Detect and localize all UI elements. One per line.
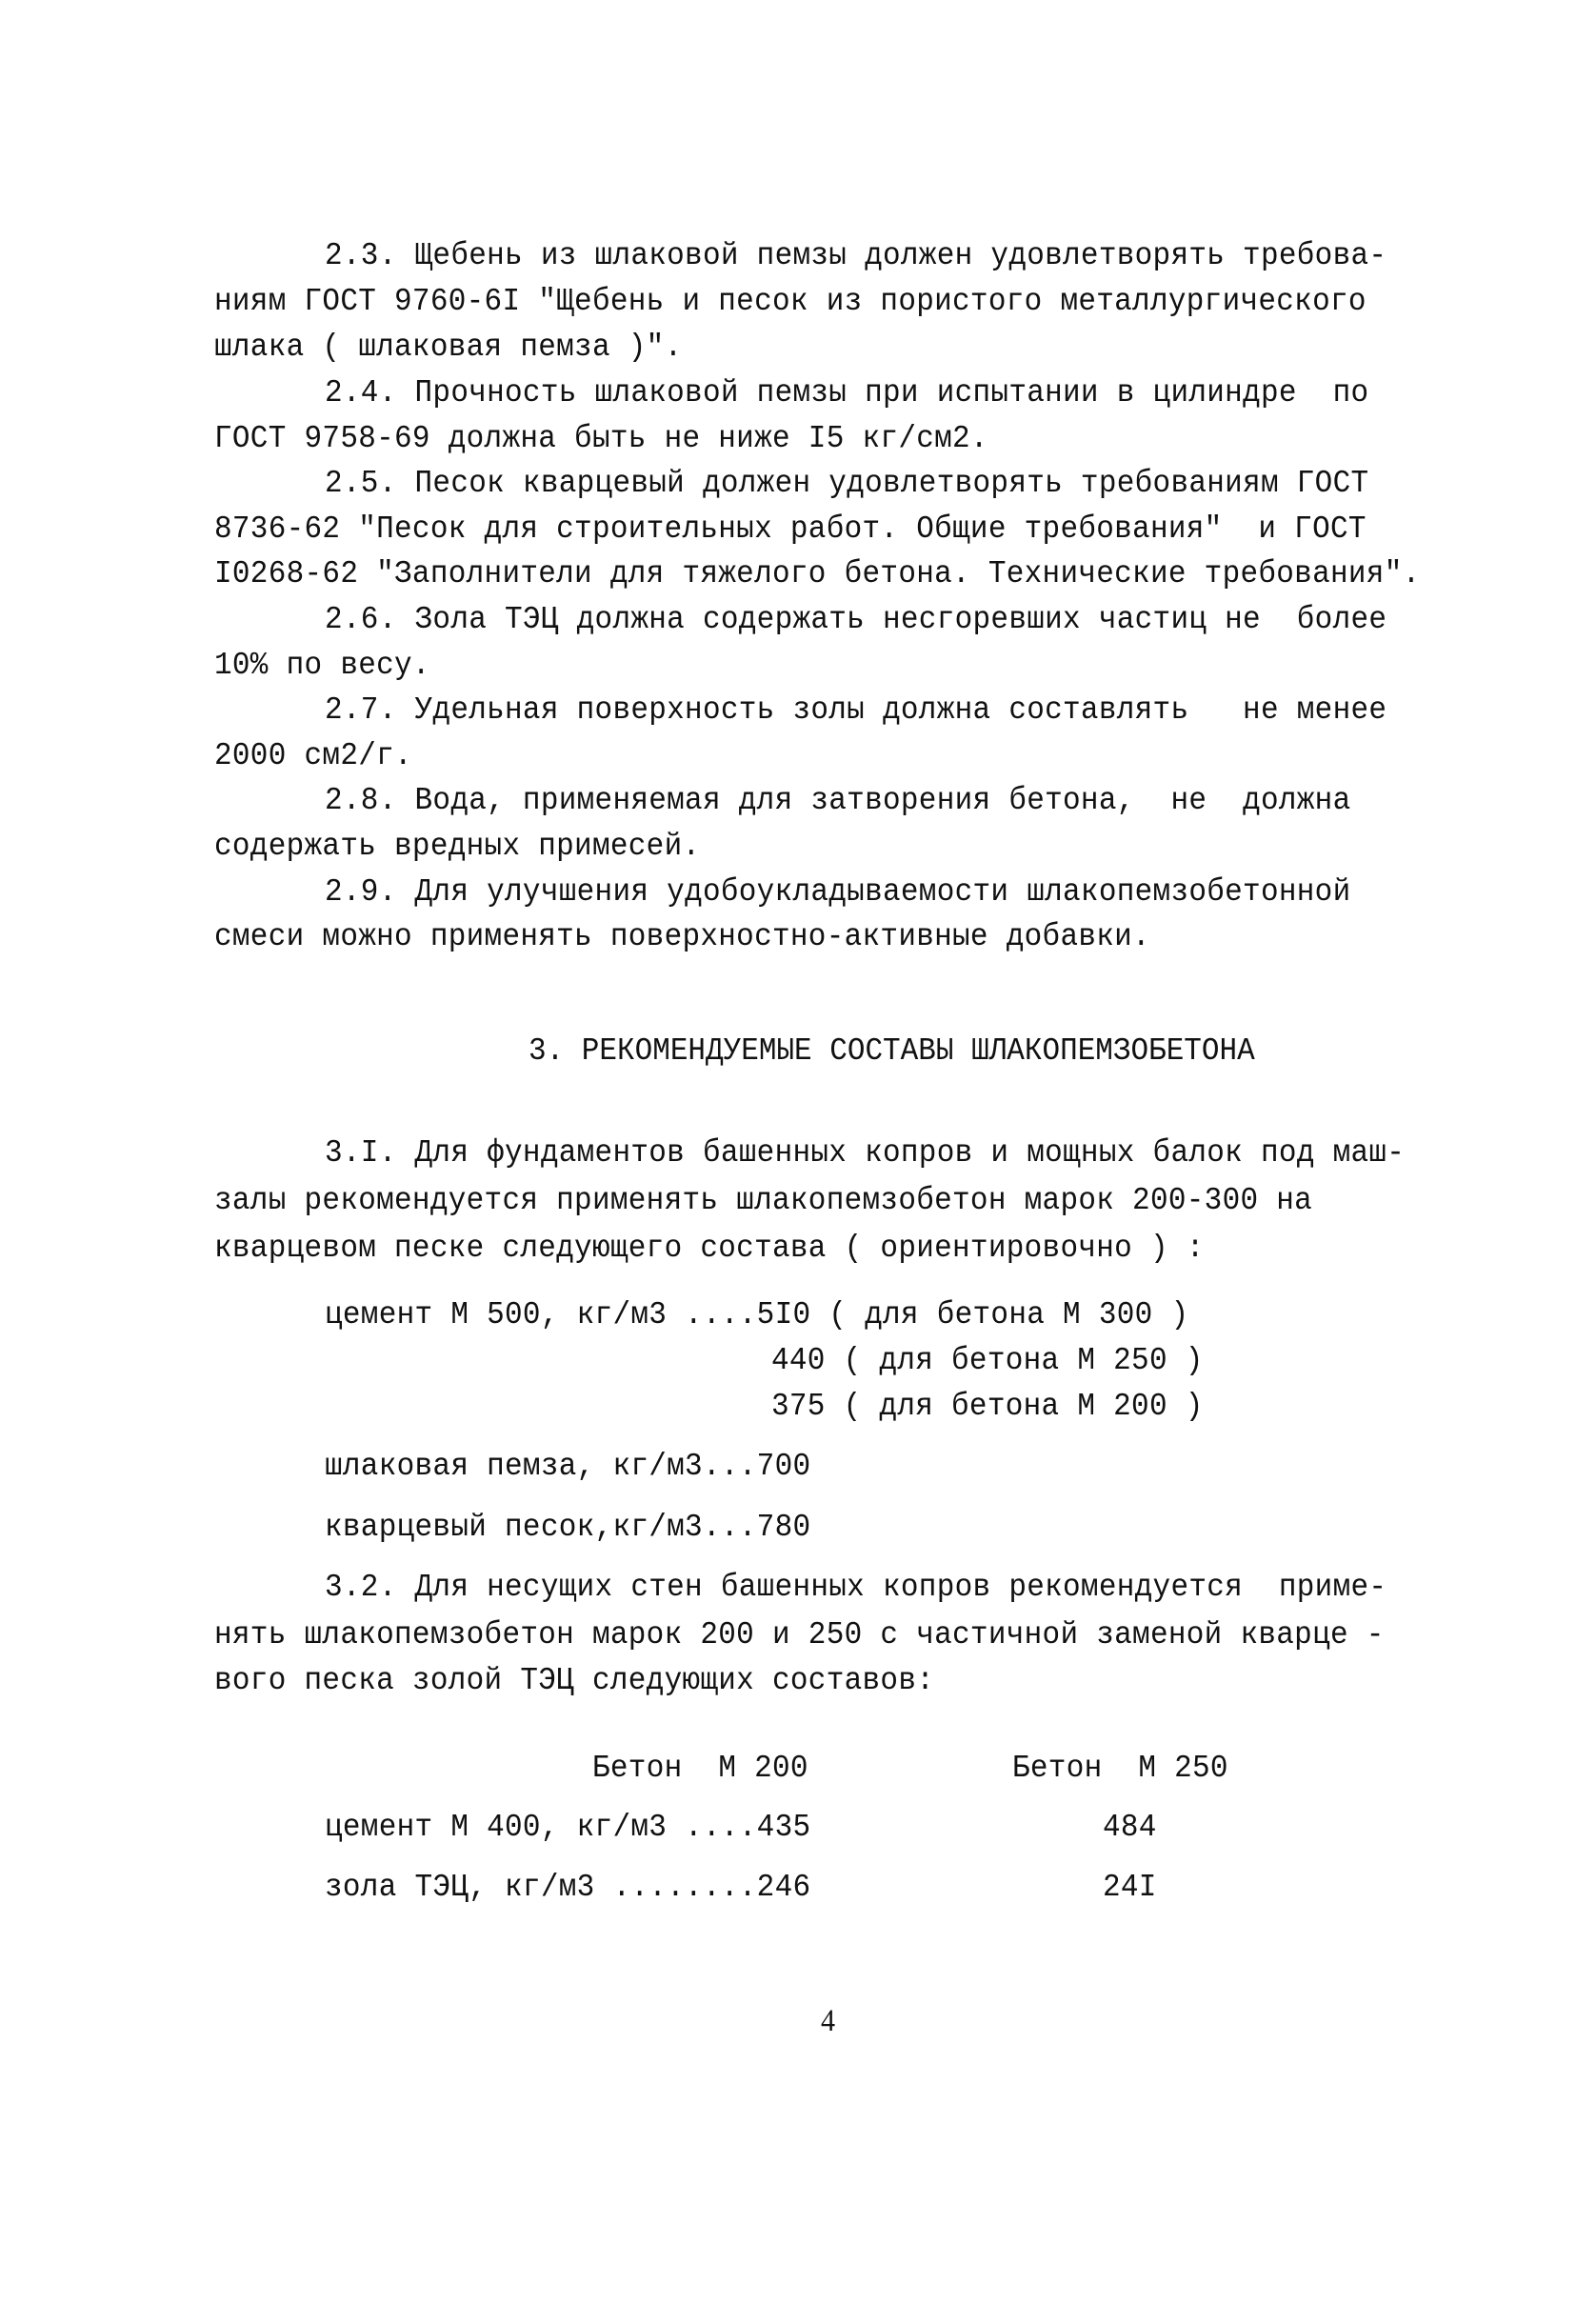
table-row-label: зола ТЭЦ, кг/м3 ........246: [325, 1870, 811, 1906]
paragraph-2-7-line: 2000 см2/г.: [214, 738, 412, 774]
paragraph-2-8-line: 2.8. Вода, применяемая для затворения бетона, не должна: [325, 783, 1351, 819]
paragraph-3-2-line: вого песка золой ТЭЦ следующих составов:: [214, 1663, 935, 1699]
paragraph-3-2-line: нять шлакопемзобетон марок 200 и 250 с частичной заменой кварце -: [214, 1617, 1385, 1653]
paragraph-2-9-line: 2.9. Для улучшения удобоукладываемости шлакопемзобетонной: [325, 874, 1351, 911]
paragraph-2-3-line: шлака ( шлаковая пемза )".: [214, 330, 683, 366]
paragraph-3-1-line: 3.I. Для фундаментов башенных копров и мощных балок под маш-: [325, 1135, 1406, 1172]
table-cell-m250: 24I: [1103, 1870, 1157, 1906]
table-header-m200: Бетон М 200: [592, 1751, 808, 1787]
paragraph-2-3-line: 2.3. Щебень из шлаковой пемзы должен удовлетворять требова-: [325, 238, 1387, 274]
table-cell-m250: 484: [1103, 1810, 1157, 1846]
paragraph-2-5-line: 8736-62 "Песок для строительных работ. Общие требования" и ГОСТ: [214, 511, 1367, 548]
paragraph-2-4-line: 2.4. Прочность шлаковой пемзы при испытании в цилиндре по: [325, 375, 1369, 411]
table-header-m250: Бетон М 250: [1012, 1751, 1228, 1787]
paragraph-2-6-line: 2.6. Зола ТЭЦ должна содержать несгоревших частиц не более: [325, 602, 1387, 638]
paragraph-3-1-line: залы рекомендуется применять шлакопемзобетон марок 200-300 на: [214, 1183, 1313, 1219]
table-row-label: цемент М 400, кг/м3 ....435: [325, 1810, 811, 1846]
paragraph-2-5-line: 2.5. Песок кварцевый должен удовлетворять требованиям ГОСТ: [325, 466, 1369, 502]
paragraph-3-2-line: 3.2. Для несущих стен башенных копров рекомендуется приме-: [325, 1570, 1387, 1606]
paragraph-2-8-line: содержать вредных примесей.: [214, 829, 701, 865]
composition-line: 375 ( для бетона М 200 ): [771, 1389, 1204, 1425]
composition-line: 440 ( для бетона М 250 ): [771, 1343, 1204, 1379]
page-number: 4: [821, 2004, 836, 2038]
section-3-heading: 3. РЕКОМЕНДУЕМЫЕ СОСТАВЫ ШЛАКОПЕМЗОБЕТОНА: [529, 1033, 1255, 1070]
paragraph-2-6-line: 10% по весу.: [214, 648, 430, 684]
composition-line: кварцевый песок,кг/м3...780: [325, 1510, 811, 1546]
paragraph-2-7-line: 2.7. Удельная поверхность золы должна составлять не менее: [325, 692, 1387, 729]
composition-line: шлаковая пемза, кг/м3...700: [325, 1449, 811, 1485]
composition-line: цемент М 500, кг/м3 ....5I0 ( для бетона М 300 ): [325, 1297, 1189, 1333]
paragraph-2-3-line: ниям ГОСТ 9760-6I "Щебень и песок из пористого металлургического: [214, 284, 1367, 320]
paragraph-2-5-line: I0268-62 "Заполнители для тяжелого бетона. Технические требования".: [214, 556, 1421, 592]
paragraph-2-4-line: ГОСТ 9758-69 должна быть не ниже I5 кг/см2.: [214, 421, 988, 457]
paragraph-2-9-line: смеси можно применять поверхностно-активные добавки.: [214, 919, 1150, 955]
paragraph-3-1-line: кварцевом песке следующего состава ( ориентировочно ) :: [214, 1231, 1205, 1267]
